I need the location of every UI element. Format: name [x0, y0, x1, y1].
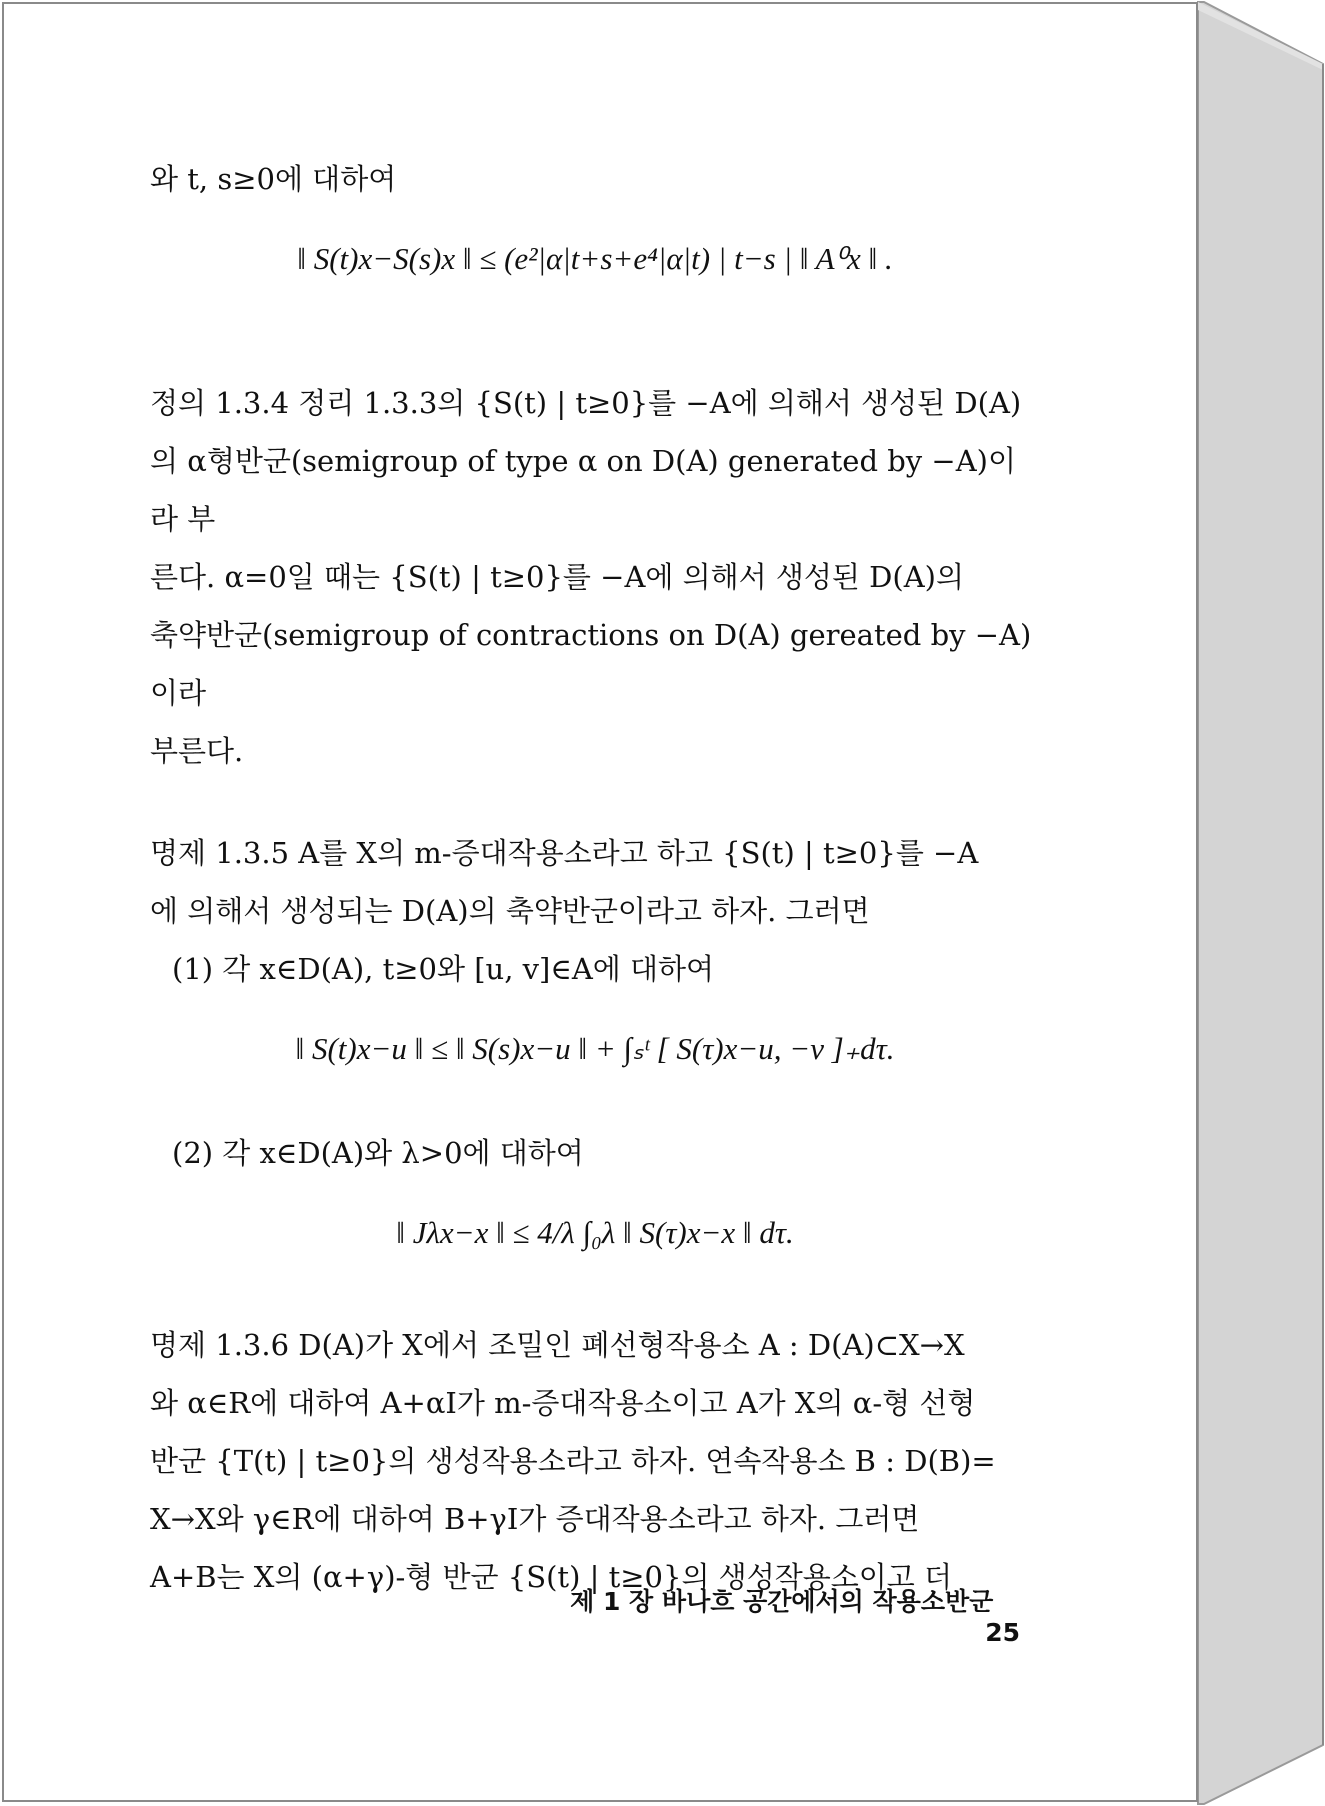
proposition-item: (1) 각 x∈D(A), t≥0와 [u, v]∈A에 대하여 [172, 952, 715, 986]
page-number: 25 [985, 1618, 1020, 1647]
proposition-line: 와 α∈R에 대하여 A+αI가 m-증대작용소이고 A가 X의 α-형 선형 [150, 1386, 976, 1420]
running-footer [560, 1582, 1020, 1647]
proposition-line: 에 의해서 생성되는 D(A)의 축약반군이라고 하자. 그러면 [150, 894, 870, 928]
definition-line: 축약반군(semigroup of contractions on D(A) gereated by −A)이라 [150, 618, 1032, 710]
proposition-item: (2) 각 x∈D(A)와 λ>0에 대하여 [172, 1136, 584, 1170]
proposition-line: 명제 1.3.5 A를 X의 m-증대작용소라고 하고 {S(t) | t≥0}를 −A [150, 836, 979, 870]
proposition-line: 반군 {T(t) | t≥0}의 생성작용소라고 하자. 연속작용소 B : D(B)= [150, 1444, 996, 1478]
chapter-title: 제 1 장 바나흐 공간에서의 작용소반군 [570, 1587, 994, 1616]
page-body [150, 150, 1040, 1606]
equation-2: ‖ S(t)x−u ‖ ≤ ‖ S(s)x−u ‖ + ∫ₛᵗ [ S(τ)x−u, −v ]₊dτ. [295, 1031, 895, 1066]
equation-1: ‖ S(t)x−S(s)x ‖ ≤ (e²|α|t+s+e⁴|α|t) | t−s | ‖ A⁰x ‖ . [297, 241, 893, 276]
text-line: 와 t, s≥0에 대하여 [150, 162, 397, 196]
definition-line: 른다. α=0일 때는 {S(t) | t≥0}를 −A에 의해서 생성된 D(A)의 [150, 560, 964, 594]
proposition-line: A+B는 X의 (α+γ)-형 반군 {S(t) | t≥0}의 생성작용소이고 더 [150, 1560, 953, 1594]
definition-line: 부른다. [150, 734, 244, 768]
equation-3: ‖ Jλx−x ‖ ≤ 4/λ ∫₀λ ‖ S(τ)x−x ‖ dτ. [396, 1215, 794, 1250]
proposition-line: X→X와 γ∈R에 대하여 B+γI가 증대작용소라고 하자. 그러면 [150, 1502, 920, 1536]
definition-line: 의 α형반군(semigroup of type α on D(A) generated by −A)이라 부 [150, 444, 1016, 536]
definition-line: 정의 1.3.4 정리 1.3.3의 {S(t) | t≥0}를 −A에 의해서 생성된 D(A) [150, 386, 1022, 420]
proposition-line: 명제 1.3.6 D(A)가 X에서 조밀인 폐선형작용소 A : D(A)⊂X→X [150, 1328, 965, 1362]
